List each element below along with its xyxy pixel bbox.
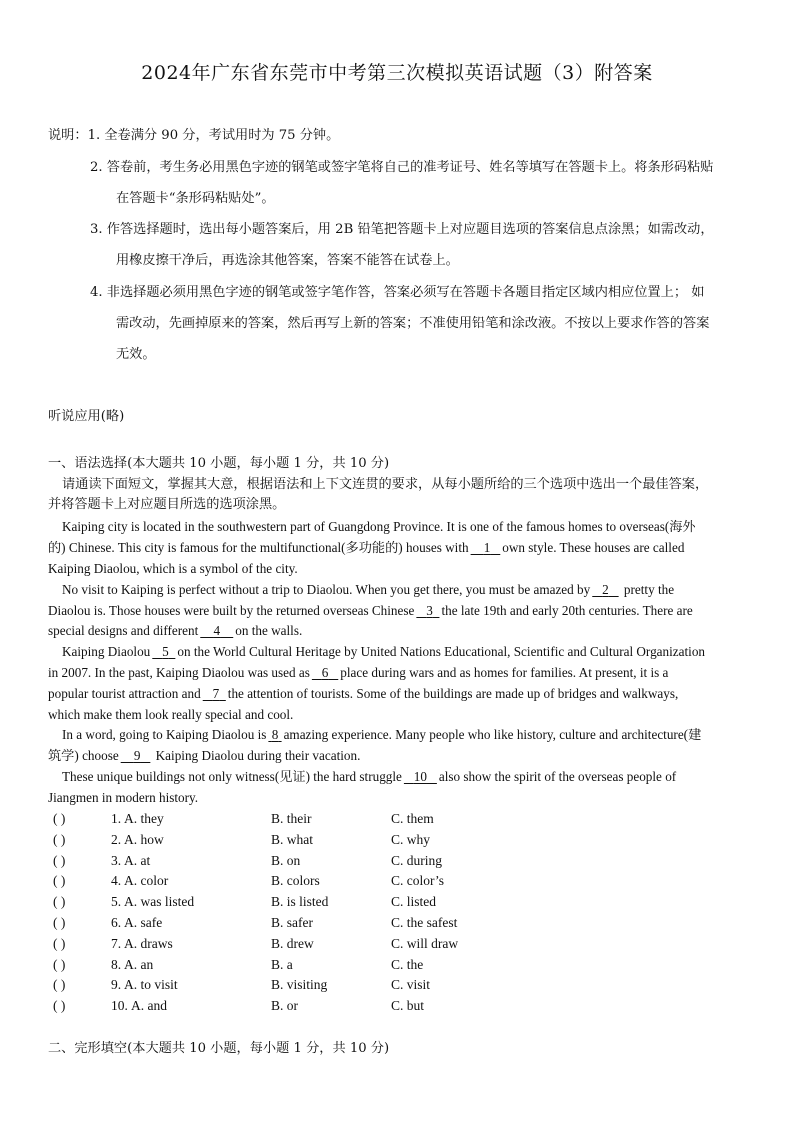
blank-6 (310, 665, 340, 681)
passage-text: on the walls. (235, 623, 303, 638)
blank-9 (119, 748, 153, 764)
section-heading: 一、语法选择(本大题共 10 小题，每小题 1 分，共 10 分) (48, 456, 390, 471)
question-number: 6. (111, 915, 122, 930)
blank-3 (414, 603, 441, 619)
option-a[interactable]: A. they (124, 811, 164, 826)
passage-text: 筑学) choose (48, 748, 119, 763)
passage-line (62, 644, 705, 660)
option-a[interactable]: A. an (124, 957, 154, 972)
answer-bracket[interactable]: ( ) (53, 977, 66, 992)
answer-bracket[interactable]: ( ) (53, 957, 66, 972)
passage-text: special designs and different (48, 623, 199, 638)
instructions-item-number: 4. (90, 285, 103, 300)
instructions-item-text: 在答题卡“条形码粘贴处”。 (116, 191, 275, 206)
instructions-item-text: 答卷前，考生务必用黑色字迹的钢笔或签字笔将自己的准考证号、姓名等填写在答题卡上。将条形码粘贴 (106, 160, 714, 175)
blank-number: 1 (483, 540, 491, 555)
option-b[interactable]: B. their (271, 811, 312, 826)
instructions-item-text: 全卷满分 90 分，考试用时为 75 分钟。 (104, 128, 340, 143)
option-c[interactable]: C. will draw (391, 936, 459, 951)
option-c[interactable]: C. visit (391, 977, 431, 992)
option-a[interactable]: A. and (131, 998, 167, 1013)
passage-text: also show the spirit of the overseas people of (438, 769, 677, 784)
passage-text: Diaolou is. Those houses were built by the returned overseas Chinese (48, 603, 415, 618)
passage-line (48, 748, 360, 764)
option-c[interactable]: C. color’s (391, 873, 444, 888)
section-directions: 请通读下面短文，掌握其大意，根据语法和上下文连贯的要求，从每小题所给的三个选项中选出一个最佳答案， (62, 477, 709, 492)
answer-bracket[interactable]: ( ) (53, 998, 66, 1013)
passage-line: which make them look really special and cool. (48, 707, 294, 722)
section-directions: 并将答题卡上对应题目所选的选项涂黑。 (48, 497, 286, 512)
blank-7 (201, 686, 228, 702)
answer-bracket[interactable]: ( ) (53, 936, 66, 951)
option-c[interactable]: C. them (391, 811, 434, 826)
option-b[interactable]: B. visiting (271, 977, 328, 992)
blank-10 (402, 769, 439, 785)
passage-text: No visit to Kaiping is perfect without a trip to Diaolou. When you get there, you must be amazed by (62, 582, 591, 597)
option-a[interactable]: A. at (124, 853, 151, 868)
option-b[interactable]: B. on (271, 853, 301, 868)
blank-number: 2 (602, 582, 609, 597)
instructions-item-text: 作答选择题时，选出每小题答案后，用 2B 铅笔把答题卡上对应题目选项的答案信息点涂黑；如需改动， (106, 222, 714, 237)
blank-number: 5 (162, 644, 169, 659)
blank-8 (266, 727, 283, 743)
passage-text: in 2007. In the past, Kaiping Diaolou was used as (48, 665, 310, 680)
instructions-item-text: 非选择题必须用黑色字迹的钢笔或签字笔作答，答案必须写在答题卡各题目指定区域内相应位置上； 如 (106, 285, 705, 300)
option-c[interactable]: C. the (391, 957, 424, 972)
blank-number: 6 (321, 665, 329, 680)
passage-text: on the World Cultural Heritage by United Nations Educational, Scientific and Cultural Organization (177, 644, 706, 659)
option-a[interactable]: A. draws (124, 936, 173, 951)
blank-2 (590, 582, 620, 598)
option-c[interactable]: C. but (391, 998, 425, 1013)
blank-number: 9 (133, 748, 141, 763)
passage-line (48, 540, 684, 556)
passage-text: own style. These houses are called (502, 540, 685, 555)
passage-line (62, 582, 674, 598)
passage-text: Kaiping Diaolou during their vacation. (155, 748, 361, 763)
passage-line: Kaiping city is located in the southwestern part of Guangdong Province. It is one of the famous homes to overseas(海外 (62, 519, 696, 534)
answer-bracket[interactable]: ( ) (53, 832, 66, 847)
option-b[interactable]: B. is listed (271, 894, 329, 909)
blank-number: 3 (426, 603, 433, 618)
instructions-item-3 (90, 222, 714, 238)
blank-5 (150, 644, 177, 660)
question-number: 3. (111, 853, 122, 868)
instructions-item-2 (90, 160, 713, 176)
instructions-item-text: 需改动，先画掉原来的答案，然后再写上新的答案；不准使用铅笔和涂改液。不按以上要求作答的答案 (116, 316, 710, 331)
passage-line (48, 665, 668, 681)
instructions-item-number: 3. (90, 222, 103, 237)
question-number: 9. (111, 977, 122, 992)
passage-line: Jiangmen in modern history. (48, 790, 199, 805)
passage-text: 的) Chinese. This city is famous for the multifunctional(多功能的) houses with (48, 540, 469, 555)
answer-bracket[interactable]: ( ) (53, 811, 66, 826)
answer-bracket[interactable]: ( ) (53, 853, 66, 868)
question-number: 1. (111, 811, 122, 826)
instructions-item-1 (48, 128, 339, 144)
option-a[interactable]: A. was listed (124, 894, 195, 909)
answer-bracket[interactable]: ( ) (53, 873, 66, 888)
option-a[interactable]: A. color (124, 873, 169, 888)
passage-line (48, 686, 678, 702)
listening-section-note: 听说应用(略) (48, 409, 125, 424)
option-b[interactable]: B. drew (271, 936, 314, 951)
instructions-item-4 (90, 285, 704, 301)
blank-number: 8 (271, 727, 279, 742)
option-c[interactable]: C. why (391, 832, 431, 847)
blank-4 (198, 623, 235, 639)
instructions-item-number: 2. (90, 160, 103, 175)
option-b[interactable]: B. or (271, 998, 298, 1013)
blank-number: 10 (413, 769, 427, 784)
passage-text: amazing experience. Many people who like history, culture and architecture(建 (283, 727, 702, 742)
option-b[interactable]: B. colors (271, 873, 320, 888)
option-a[interactable]: A. safe (124, 915, 163, 930)
option-b[interactable]: B. safer (271, 915, 313, 930)
passage-text: popular tourist attraction and (48, 686, 201, 701)
blank-number: 7 (212, 686, 220, 701)
instructions-item-text: 无效。 (116, 347, 156, 362)
passage-text: the attention of tourists. Some of the buildings are made up of bridges and walkways, (227, 686, 679, 701)
question-number: 5. (111, 894, 122, 909)
question-number: 2. (111, 832, 122, 847)
question-number: 4. (111, 873, 122, 888)
question-number: 7. (111, 936, 122, 951)
passage-text: pretty the (623, 582, 675, 597)
option-b[interactable]: B. what (271, 832, 313, 847)
passage-text: Kaiping Diaolou (62, 644, 151, 659)
option-a[interactable]: A. to visit (124, 977, 178, 992)
passage-text: In a word, going to Kaiping Diaolou is (62, 727, 267, 742)
option-c[interactable]: C. the safest (391, 915, 458, 930)
page-title: 2024年广东省东莞市中考第三次模拟英语试题（3）附答案 (141, 62, 653, 84)
instructions-item-number: 1. (87, 128, 101, 143)
section-heading: 二、完形填空(本大题共 10 小题，每小题 1 分，共 10 分) (48, 1041, 390, 1056)
answer-bracket[interactable]: ( ) (53, 894, 66, 909)
passage-text: These unique buildings not only witness(见证) the hard struggle (62, 769, 402, 784)
passage-text: the late 19th and early 20th centuries. There are (441, 603, 693, 618)
option-b[interactable]: B. a (271, 957, 293, 972)
blank-1 (469, 540, 503, 556)
passage-line (62, 769, 676, 785)
blank-number: 4 (213, 623, 221, 638)
instructions-label: 说明： (48, 128, 88, 143)
option-c[interactable]: C. during (391, 853, 443, 868)
option-a[interactable]: A. how (124, 832, 164, 847)
passage-text: place during wars and as homes for families. At present, it is a (340, 665, 669, 680)
instructions-item-text: 用橡皮擦干净后，再选涂其他答案，答案不能答在试卷上。 (116, 253, 459, 268)
answer-bracket[interactable]: ( ) (53, 915, 66, 930)
passage-line (62, 727, 701, 743)
question-number: 8. (111, 957, 122, 972)
question-number: 10. (111, 998, 128, 1013)
passage-line (48, 623, 302, 639)
passage-line: Kaiping Diaolou, which is a symbol of the city. (48, 561, 298, 576)
option-c[interactable]: C. listed (391, 894, 437, 909)
passage-line (48, 603, 693, 619)
